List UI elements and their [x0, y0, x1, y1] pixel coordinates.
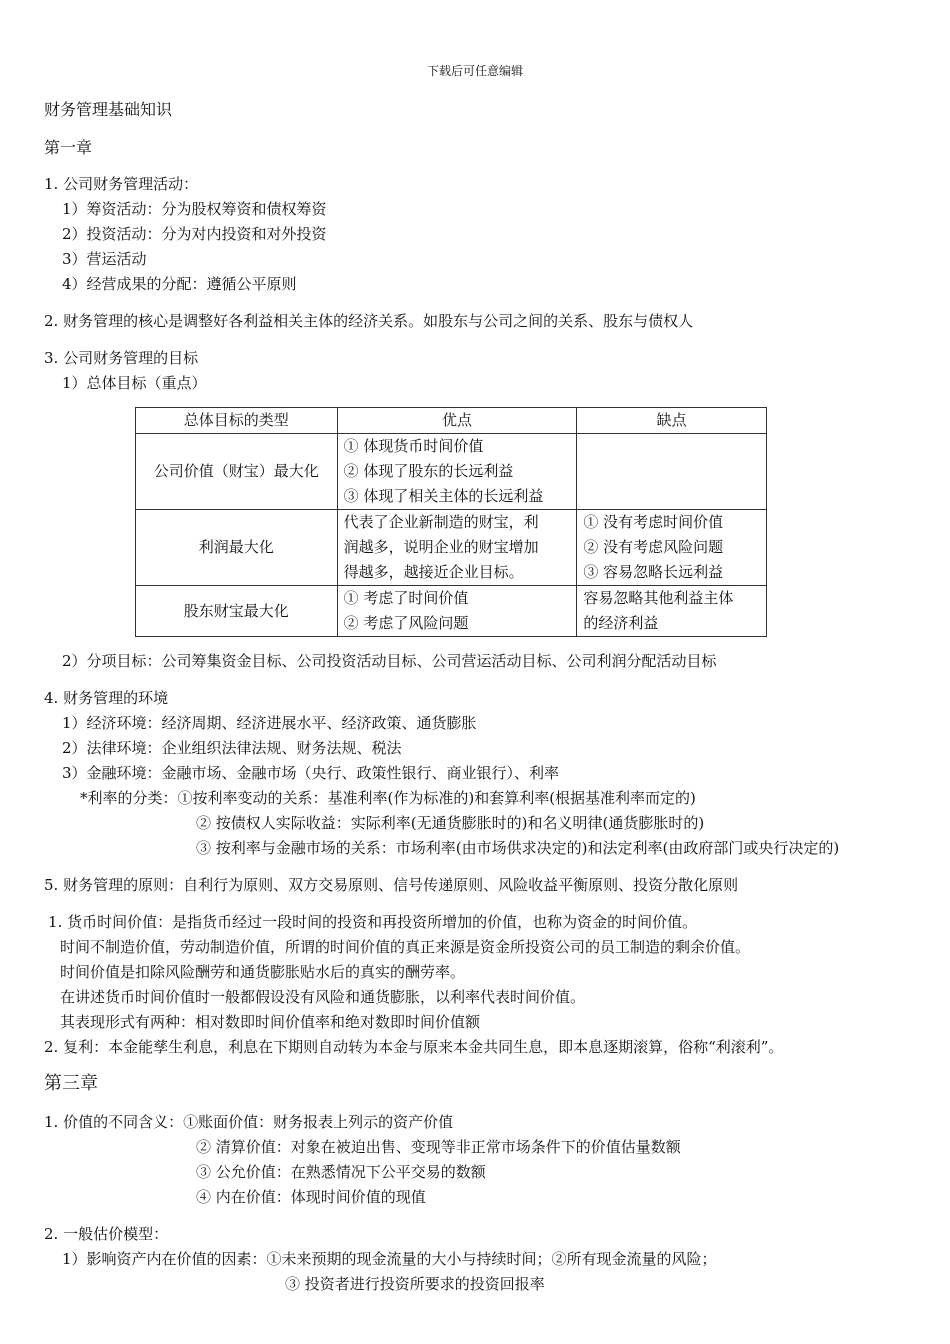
pro-item: ③ 体现了相关主体的长远利益	[343, 487, 544, 505]
con-item: ② 没有考虑风险问题	[583, 538, 724, 556]
list-item: 4）经营成果的分配：遵循公平原则	[62, 275, 297, 293]
list-item: 1）影响资产内在价值的因素：①未来预期的现金流量的大小与持续时间；②所有现金流量的风险；	[62, 1250, 717, 1268]
value-meaning-item: ③ 公允价值：在熟悉情况下公平交易的数额	[196, 1163, 486, 1181]
table-header-cell: 优点	[337, 408, 577, 434]
chapter-3-heading: 第三章	[44, 1073, 98, 1094]
list-item: 3）营运活动	[62, 250, 147, 268]
time-value-paragraph: 其表现形式有两种：相对数即时间价值率和绝对数即时间价值额	[60, 1013, 481, 1031]
con-item: ③ 容易忽略长远利益	[583, 563, 724, 581]
chapter-1-heading: 第一章	[44, 138, 93, 157]
rate-classification-item: ③ 按利率与金融市场的关系：市场利率(由市场供求决定的)和法定利率(由政府部门或央行决定的)	[196, 839, 840, 857]
table-header-cell: 缺点	[577, 408, 767, 434]
list-item: 3）金融环境：金融市场、金融市场（央行、政策性银行、商业银行）、利率	[62, 764, 560, 782]
table-row	[136, 434, 767, 510]
con-item: ① 没有考虑时间价值	[583, 513, 724, 531]
cons-cell	[577, 586, 767, 637]
subsection-item-goals: 2）分项目标：公司筹集资金目标、公司投资活动目标、公司营运活动目标、公司利润分配活动目标	[62, 652, 717, 670]
pro-item: 润越多，说明企业的财宝增加	[343, 538, 539, 556]
valuation-model-heading: 2. 一般估价模型：	[44, 1225, 169, 1243]
section-3-heading: 3. 公司财务管理的目标	[44, 349, 199, 367]
cons-cell	[577, 510, 767, 586]
table-header-row	[136, 408, 767, 434]
rate-classification: *利率的分类：①按利率变动的关系：基准利率(作为标准的)和套算利率(根据基准利率而定的)	[80, 789, 696, 807]
list-item: 2）投资活动：分为对内投资和对外投资	[62, 225, 327, 243]
document-title: 财务管理基础知识	[44, 100, 173, 119]
compound-interest-text: 2. 复利：本金能孳生利息，利息在下期则自动转为本金与原来本金共同生息，即本息逐期滚算，俗称“利滚利”。	[44, 1038, 784, 1056]
pros-cell	[337, 510, 577, 586]
section-5-text: 5. 财务管理的原则：自利行为原则、双方交易原则、信号传递原则、风险收益平衡原则、投资分散化原则	[44, 876, 739, 894]
pros-cell	[337, 586, 577, 637]
pro-item: 代表了企业新制造的财宝，利	[343, 513, 539, 531]
table-row	[136, 510, 767, 586]
page-header: 下载后可任意编辑	[426, 64, 523, 78]
goals-table	[135, 407, 767, 637]
time-value-paragraph: 1. 货币时间价值：是指货币经过一段时间的投资和再投资所增加的价值，也称为资金的时间价值。	[48, 913, 698, 931]
section-4-heading: 4. 财务管理的环境	[44, 689, 169, 707]
section-1-heading: 1. 公司财务管理活动：	[44, 175, 199, 193]
subsection-overall-goal: 1）总体目标（重点）	[62, 374, 207, 392]
pro-item: ① 体现货币时间价值	[343, 437, 484, 455]
list-item: 1）经济环境：经济周期、经济进展水平、经济政策、通货膨胀	[62, 714, 477, 732]
list-item: 1）筹资活动：分为股权筹资和债权筹资	[62, 200, 327, 218]
time-value-paragraph: 在讲述货币时间价值时一般都假设没有风险和通货膨胀，以利率代表时间价值。	[60, 988, 586, 1006]
rate-classification-item: ② 按债权人实际收益：实际利率(无通货膨胀时的)和名义明律(通货膨胀时的)	[196, 814, 705, 832]
goal-type-cell: 股东财宝最大化	[136, 586, 338, 637]
con-item: 容易忽略其他利益主体	[583, 589, 734, 607]
section-2-text: 2. 财务管理的核心是调整好各利益相关主体的经济关系。如股东与公司之间的关系、股东与债权人	[44, 312, 694, 330]
goal-type-cell: 利润最大化	[136, 510, 338, 586]
list-item-continuation: ③ 投资者进行投资所要求的投资回报率	[285, 1275, 545, 1293]
table-row	[136, 586, 767, 637]
value-meaning-item: ④ 内在价值：体现时间价值的现值	[196, 1188, 426, 1206]
con-item: 的经济利益	[583, 614, 659, 632]
pro-item: 得越多，越接近企业目标。	[343, 563, 524, 581]
list-item: 2）法律环境：企业组织法律法规、财务法规、税法	[62, 739, 402, 757]
cons-cell	[577, 434, 767, 510]
value-meanings-heading: 1. 价值的不同含义：①账面价值：财务报表上列示的资产价值	[44, 1113, 454, 1131]
goal-type-cell: 公司价值（财宝）最大化	[136, 434, 338, 510]
time-value-paragraph: 时间不制造价值，劳动制造价值，所谓的时间价值的真正来源是资金所投资公司的员工制造的剩余价值。	[60, 938, 751, 956]
value-meaning-item: ② 清算价值：对象在被迫出售、变现等非正常市场条件下的价值估量数额	[196, 1138, 681, 1156]
pro-item: ② 考虑了风险问题	[343, 614, 469, 632]
pro-item: ① 考虑了时间价值	[343, 589, 469, 607]
pros-cell	[337, 434, 577, 510]
time-value-paragraph: 时间价值是扣除风险酬劳和通货膨胀贴水后的真实的酬劳率。	[60, 963, 466, 981]
pro-item: ② 体现了股东的长远利益	[343, 462, 514, 480]
table-header-cell: 总体目标的类型	[136, 408, 338, 434]
